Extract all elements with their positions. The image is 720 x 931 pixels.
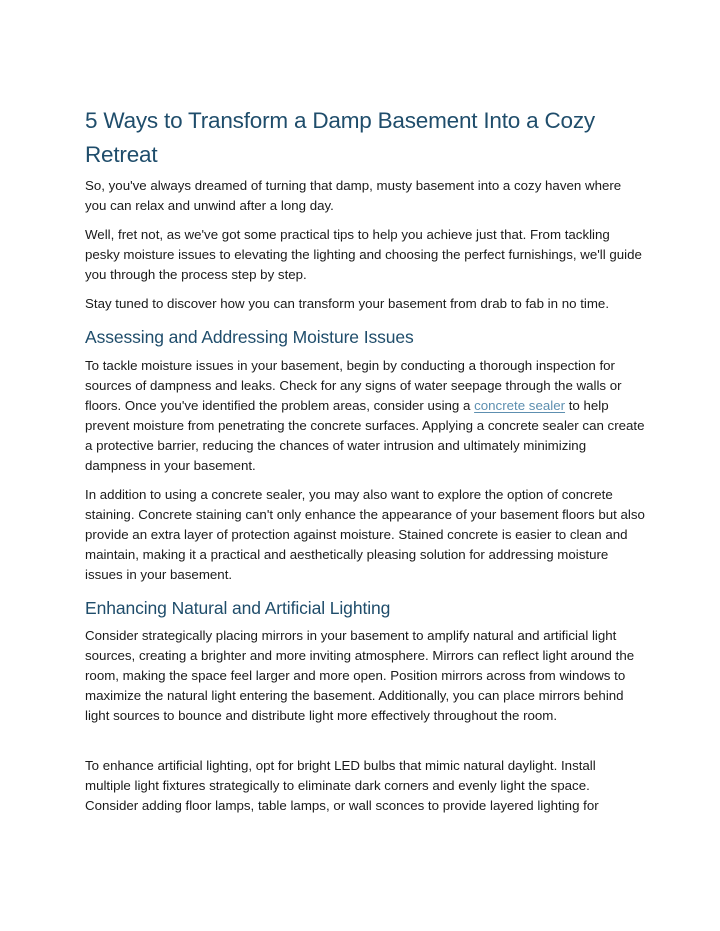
section-heading-block <box>85 596 645 620</box>
intro-paragraph-2-block <box>85 225 645 285</box>
moisture-paragraph: In addition to using a concrete sealer, you may also want to explore the option of concrete staining. Concrete staining can't only enhance the appearance of your basement floors but also provide an extra layer of protection against moisture. Stained concrete is easier to clean and maintain, making it a practical and aesthetically pleasing solution for addressing moisture issues in your basement. <box>85 487 645 582</box>
lighting-paragraph: To enhance artificial lighting, opt for bright LED bulbs that mimic natural daylight. Install multiple light fixtures strategically to eliminate dark corners and evenly light the space. Consider adding floor lamps, table lamps, or wall sconces to provide layered lighting for <box>85 758 599 813</box>
moisture-paragraph-2-block <box>85 485 645 585</box>
intro-paragraph: Stay tuned to discover how you can transform your basement from drab to fab in no time. <box>85 296 610 311</box>
intro-paragraph: So, you've always dreamed of turning that damp, musty basement into a cozy haven where you can relax and unwind after a long day. <box>85 178 622 213</box>
moisture-paragraph <box>85 356 645 476</box>
section-heading-block <box>85 325 645 349</box>
intro-paragraph-1-block <box>85 176 645 216</box>
concrete-sealer-link[interactable]: concrete sealer <box>474 398 566 413</box>
paragraph-text: to help prevent moisture from penetrating the concrete surfaces. Applying a concrete sealer can create a protective barrier, reducing the chances of water intrusion and ultimately minimizing dampness in your basement. <box>85 398 645 473</box>
intro-paragraph-3-block <box>85 294 645 314</box>
section-heading-lighting: Enhancing Natural and Artificial Lighting <box>85 598 391 618</box>
lighting-paragraph-1-block <box>85 626 645 726</box>
article-title: 5 Ways to Transform a Damp Basement Into a Cozy Retreat <box>85 108 595 167</box>
section-heading-moisture: Assessing and Addressing Moisture Issues <box>85 327 414 347</box>
lighting-paragraph-2-block <box>85 756 645 816</box>
moisture-paragraph-1-block <box>85 356 645 476</box>
lighting-paragraph: Consider strategically placing mirrors in your basement to amplify natural and artificial light sources, creating a brighter and more inviting atmosphere. Mirrors can reflect light around the room, making the space feel larger and more open. Position mirrors across from windows to maximize the natural light entering the basement. Additionally, you can place mirrors behind light sources to bounce and distribute light more effectively throughout the room. <box>85 628 635 723</box>
paragraph-text: To tackle moisture issues in your basement, begin by conducting a thorough inspection for sources of dampness and leaks. Check for any signs of water seepage through the walls or floors. Once you've identified the problem areas, consider using a <box>85 358 622 413</box>
intro-paragraph: Well, fret not, as we've got some practical tips to help you achieve just that. From tackling pesky moisture issues to elevating the lighting and choosing the perfect furnishings, we'll guide you through the process step by step. <box>85 227 642 282</box>
